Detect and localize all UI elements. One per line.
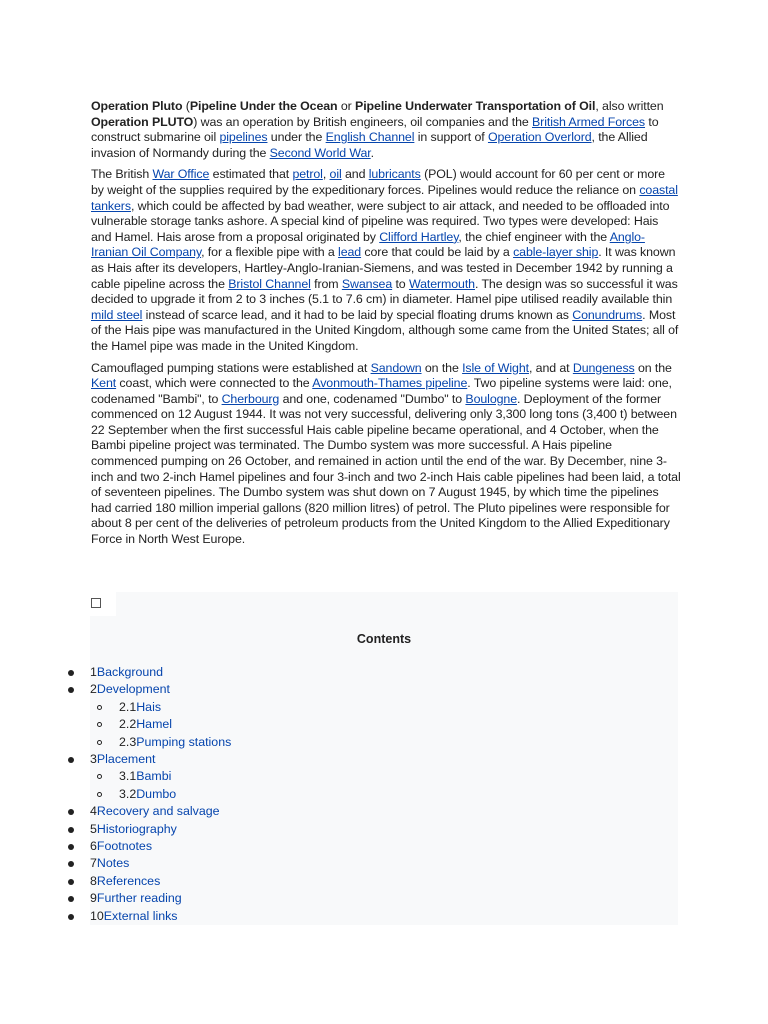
- link-avonmouth-thames-pipeline[interactable]: Avonmouth-Thames pipeline: [312, 376, 468, 391]
- link-english-channel[interactable]: English Channel: [325, 130, 415, 145]
- link-watermouth[interactable]: Watermouth: [408, 276, 475, 291]
- toc-item[interactable]: [119, 699, 161, 715]
- text-run: The British: [91, 167, 153, 182]
- article-body: [91, 99, 681, 554]
- link-anglo-iranian-oil-company[interactable]: Anglo-Iranian Oil Company: [91, 229, 645, 260]
- toc-item-number: 10: [90, 908, 104, 923]
- text-run: . It was known as Hais after its developers, Hartley-Anglo-Iranian-Siemens, and was tested in December 1942 by running a cable pipeline across the: [91, 245, 676, 291]
- text-run: on the: [421, 360, 463, 375]
- bold-term: Pipeline Underwater Transportation of Oil: [355, 99, 596, 113]
- bullet-icon: [68, 844, 74, 850]
- bullet-icon: [68, 879, 74, 885]
- link-sandown[interactable]: Sandown: [370, 360, 422, 375]
- toc-item-link[interactable]: References: [96, 873, 161, 888]
- text-run: from: [310, 276, 342, 291]
- text-run: , for a flexible pipe with a: [201, 245, 339, 260]
- text-run: , the Allied invasion of Normandy during the: [91, 130, 648, 160]
- link-operation-overlord[interactable]: Operation Overlord: [487, 130, 592, 145]
- bullet-icon: [68, 757, 74, 763]
- bullet-icon: [68, 827, 74, 833]
- toc-item-number: 7: [90, 856, 97, 871]
- toc-item-link[interactable]: Hais: [136, 699, 162, 714]
- toc-item-number: 2.1: [119, 699, 137, 714]
- text-run: (: [182, 99, 190, 113]
- link-dungeness[interactable]: Dungeness: [572, 360, 635, 375]
- toc-item[interactable]: [119, 716, 172, 732]
- supplies-paragraph: [91, 167, 681, 354]
- link-cable-layer-ship[interactable]: cable-layer ship: [513, 245, 599, 260]
- link-bristol-channel[interactable]: Bristol Channel: [228, 276, 311, 291]
- text-run: (POL) would account for 60 per cent or more by weight of the supplies required by the expeditionary forces. Pipelines would reduce the reliance on: [91, 167, 665, 197]
- toc-item[interactable]: [90, 821, 177, 837]
- bold-term: Operation PLUTO: [91, 114, 194, 129]
- link-clifford-hartley[interactable]: Clifford Hartley: [379, 229, 459, 244]
- toc-item-link[interactable]: Placement: [96, 752, 156, 766]
- toc-item-link[interactable]: Footnotes: [96, 839, 153, 853]
- toc-item[interactable]: [90, 838, 152, 854]
- toc-item-link[interactable]: Recovery and salvage: [96, 804, 220, 819]
- link-lubricants[interactable]: lubricants: [368, 167, 421, 182]
- circle-bullet-icon: [97, 792, 102, 797]
- text-run: under the: [267, 130, 326, 145]
- text-run: ) was an operation by British engineers, oil companies and the: [193, 114, 533, 129]
- text-run: , also written: [595, 99, 664, 113]
- toc-item-number: 3.2: [119, 786, 137, 801]
- toc-item[interactable]: [90, 664, 163, 680]
- text-run: and one, codenamed "Dumbo" to: [279, 391, 466, 406]
- link-lead[interactable]: lead: [338, 245, 362, 260]
- text-run: and: [341, 167, 369, 182]
- toc-item-number: 2: [90, 682, 97, 697]
- text-run: core that could be laid by a: [361, 245, 514, 260]
- text-run: , which could be affected by bad weather, were subject to air attack, and needed to be offloaded into vulnerable storage tanks ashore. A special kind of pipeline was required. Two types were developed: Hais and Hamel. Hais arose from a proposal originated by: [91, 198, 670, 244]
- text-run: instead of scarce lead, and it had to be laid by special floating drums known as: [142, 307, 573, 322]
- bold-term: Operation Pluto: [91, 99, 183, 113]
- toc-item[interactable]: [90, 681, 170, 697]
- toc-item[interactable]: [90, 873, 160, 889]
- toc-item-number: 9: [90, 891, 97, 906]
- toc-item-number: 3: [90, 752, 97, 766]
- toc-item-number: 1: [90, 665, 97, 679]
- text-run: on the: [634, 360, 672, 375]
- text-run: . Deployment of the former commenced on 12 August 1944. It was not very successful, delivering only 3,300 long tons (3,400 t) between 22 September when the first successful Hais cable pipeline became operational, and 4 October, when the Bambi pipeline project was terminated. The Dumbo system was more successful. A Hais pipeline commenced pumping on 26 October, and remained in action until the end of the war. By December, nine 3-inch and two 2-inch Hamel pipelines and four 3-inch and two 2-inch Hais cable pipelines had been laid, a total of seventeen pipelines. The Dumbo system was shut down on 7 August 1945, by which time the pipelines had carried 180 million imperial gallons (820 million litres) of petrol. The Pluto pipelines were responsible for about 8 per cent of the deliveries of petroleum products from the United Kingdom to the Allied Expeditionary Force in North West Europe.: [91, 391, 681, 547]
- circle-bullet-icon: [97, 705, 102, 710]
- link-kent[interactable]: Kent: [91, 376, 117, 391]
- bullet-icon: [68, 670, 74, 676]
- text-run: . The design was so successful it was decided to upgrade it from 2 to 3 inches (5.1 to 7.6 cm) in diameter. Hamel pipe utilised readily available thin: [91, 276, 678, 307]
- toc-item-link[interactable]: Dumbo: [136, 786, 177, 801]
- link-swansea[interactable]: Swansea: [341, 276, 393, 291]
- toc-title: Contents: [356, 632, 412, 646]
- toc-item-link[interactable]: Hamel: [136, 717, 173, 732]
- toc-item-link[interactable]: Bambi: [136, 769, 172, 784]
- link-oil[interactable]: oil: [329, 167, 342, 182]
- text-run: .: [370, 145, 374, 160]
- text-run: , the chief engineer with the: [458, 229, 610, 244]
- link-war-office[interactable]: War Office: [152, 167, 210, 182]
- text-run: Camouflaged pumping stations were established at: [91, 360, 371, 375]
- deployment-paragraph: [91, 361, 681, 548]
- toc-container: [90, 592, 678, 925]
- bullet-icon: [68, 861, 74, 867]
- toc-toggle-checkbox[interactable]: [91, 598, 101, 608]
- bullet-icon: [68, 896, 74, 902]
- link-pipelines[interactable]: pipelines: [219, 130, 268, 145]
- toc-item-link[interactable]: External links: [103, 908, 178, 923]
- link-mild-steel[interactable]: mild steel: [91, 307, 143, 322]
- toc-item-link[interactable]: Pumping stations: [136, 734, 232, 749]
- toc-item-link[interactable]: Historiography: [96, 821, 177, 836]
- text-run: . Two pipeline systems were laid: one, codenamed "Bambi", to: [91, 376, 672, 406]
- toc-item-number: 8: [90, 873, 97, 888]
- toc-toggle-area: [90, 592, 116, 616]
- toc-item-link[interactable]: Background: [96, 665, 164, 679]
- link-boulogne[interactable]: Boulogne: [465, 391, 517, 406]
- text-run: . Most of the Hais pipe was manufactured in the United Kingdom, although some came from the United States; all of the Hamel pipe was made in the United Kingdom.: [91, 307, 679, 353]
- toc-item-link[interactable]: Notes: [96, 856, 130, 871]
- intro-paragraph: [91, 99, 681, 161]
- bullet-icon: [68, 687, 74, 693]
- bullet-icon: [68, 914, 74, 920]
- toc-item[interactable]: [90, 803, 220, 819]
- text-run: to: [392, 276, 409, 291]
- text-run: ,: [322, 167, 330, 182]
- toc-item-link[interactable]: Further reading: [96, 891, 182, 906]
- toc-item-link[interactable]: Development: [96, 682, 170, 697]
- toc-item[interactable]: [90, 855, 129, 871]
- toc-item-number: 2.3: [119, 734, 137, 749]
- text-run: , and at: [528, 360, 573, 375]
- toc-item-number: 4: [90, 804, 97, 819]
- link-petrol[interactable]: petrol: [292, 167, 323, 182]
- link-coastal-tankers[interactable]: coastal tankers: [91, 182, 678, 213]
- toc-item[interactable]: [119, 786, 176, 802]
- toc-item-number: 2.2: [119, 717, 137, 732]
- text-run: coast, which were connected to the: [116, 376, 313, 391]
- text-run: or: [337, 99, 356, 113]
- link-cherbourg[interactable]: Cherbourg: [221, 391, 280, 406]
- toc-item[interactable]: [119, 768, 171, 784]
- toc-item[interactable]: [90, 890, 182, 906]
- toc-item-number: 3.1: [119, 769, 137, 784]
- link-conundrums[interactable]: Conundrums: [572, 307, 643, 322]
- toc-item[interactable]: [90, 751, 155, 767]
- text-run: in support of: [414, 130, 488, 145]
- toc-item-number: 5: [90, 821, 97, 836]
- link-isle-of-wight[interactable]: Isle of Wight: [462, 360, 529, 375]
- link-second-world-war[interactable]: Second World War: [269, 145, 371, 160]
- circle-bullet-icon: [97, 740, 102, 745]
- text-run: to construct submarine oil: [91, 114, 659, 145]
- toc-item-number: 6: [90, 839, 97, 853]
- text-run: estimated that: [209, 167, 293, 182]
- bold-term: Pipeline Under the Ocean: [189, 99, 338, 113]
- toc-item[interactable]: [119, 734, 231, 750]
- toc-item[interactable]: [90, 908, 177, 924]
- bullet-icon: [68, 809, 74, 815]
- link-british-armed-forces[interactable]: British Armed Forces: [532, 114, 646, 129]
